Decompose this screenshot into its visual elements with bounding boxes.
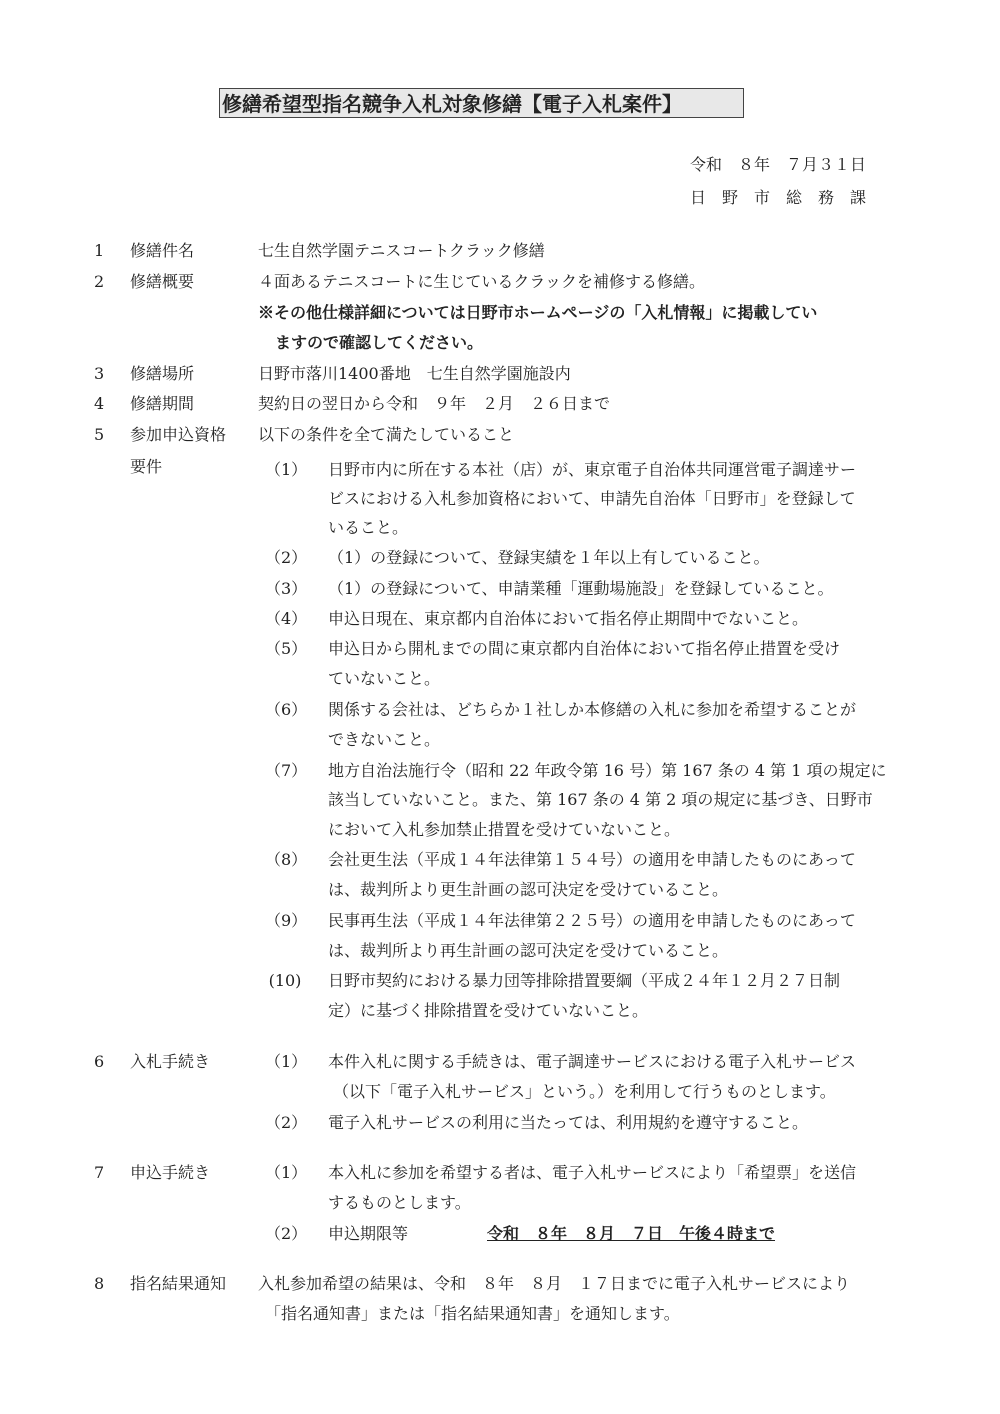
item-number: 7 — [94, 1163, 105, 1182]
requirement-number: （1） — [265, 460, 308, 479]
requirement-text: は、裁判所より更生計画の認可決定を受けていること。 — [328, 880, 729, 899]
requirement-text: できないこと。 — [328, 730, 441, 749]
procedure-text: （以下「電子入札サービス」という。）を利用して行うものとします。 — [333, 1082, 836, 1101]
item-2-note-line-2: ますので確認してください。 — [275, 333, 484, 352]
requirement-text: ていないこと。 — [328, 669, 441, 688]
requirement-number: (10) — [268, 971, 302, 990]
item-number: 2 — [94, 272, 105, 291]
item-number: 8 — [94, 1274, 105, 1293]
procedure-text: 電子入札サービスの利用に当たっては、利用規約を遵守すること。 — [328, 1113, 809, 1132]
issuing-department: 日 野 市 総 務 課 — [690, 188, 867, 207]
requirement-number: （9） — [265, 911, 308, 930]
requirement-text: （1）の登録について、申請業種「運動場施設」を登録していること。 — [328, 579, 834, 598]
application-text: するものとします。 — [328, 1193, 471, 1212]
item-number: 3 — [94, 364, 105, 383]
requirement-number: （3） — [265, 579, 308, 598]
requirement-text: 関係する会社は、どちらか１社しか本修繕の入札に参加を希望することが — [328, 700, 857, 719]
item-content: 以下の条件を全て満たしていること — [258, 425, 515, 444]
procedure-number: （2） — [265, 1113, 308, 1132]
item-number: 4 — [94, 394, 105, 413]
requirement-text: 民事再生法（平成１４年法律第２２５号）の適用を申請したものにあって — [328, 911, 856, 930]
item-label: 修繕場所 — [130, 364, 195, 383]
application-deadline: 令和 ８年 ８月 ７日 午後４時まで — [487, 1224, 776, 1243]
item-label: 入札手続き — [130, 1052, 211, 1071]
item-label: 修繕概要 — [130, 272, 195, 291]
item-content: 日野市落川1400番地 七生自然学園施設内 — [258, 364, 571, 383]
application-number: （2） — [265, 1224, 308, 1243]
item-content-continued: 「指名通知書」または「指名結果通知書」を通知します。 — [265, 1304, 680, 1323]
document-title: 修繕希望型指名競争入札対象修繕【電子入札案件】 — [219, 88, 744, 118]
requirement-number: （6） — [265, 700, 308, 719]
requirement-text: ビスにおける入札参加資格において、申請先自治体「日野市」を登録して — [328, 489, 856, 508]
item-label: 修繕件名 — [130, 241, 195, 260]
item-number: 5 — [94, 425, 105, 444]
requirement-number: （5） — [265, 639, 308, 658]
requirement-number: （8） — [265, 850, 308, 869]
application-text: 申込期限等 — [328, 1224, 409, 1243]
item-label: 申込手続き — [130, 1163, 211, 1182]
requirement-text: 地方自治法施行令（昭和 22 年政令第 16 号）第 167 条の 4 第 1 項の規定に — [328, 761, 887, 780]
requirement-text: 申込日から開札までの間に東京都内自治体において指名停止措置を受け — [328, 639, 841, 658]
requirement-text: 該当していないこと。また、第 167 条の 4 第 2 項の規定に基づき、日野市 — [328, 790, 873, 809]
item-number: 1 — [94, 241, 105, 260]
requirement-text: 会社更生法（平成１４年法律第１５４号）の適用を申請したものにあって — [328, 850, 856, 869]
requirement-text: 日野市契約における暴力団等排除措置要綱（平成２４年１２月２７日制 — [328, 971, 841, 990]
requirement-text: 申込日現在、東京都内自治体において指名停止期間中でないこと。 — [328, 609, 809, 628]
application-number: （1） — [265, 1163, 308, 1182]
application-text: 本入札に参加を希望する者は、電子入札サービスにより「希望票」を送信 — [328, 1163, 857, 1182]
procedure-text: 本件入札に関する手続きは、電子調達サービスにおける電子入札サービス — [328, 1052, 857, 1071]
requirement-text: 日野市内に所在する本社（店）が、東京電子自治体共同運営電子調達サー — [328, 460, 857, 479]
item-label: 指名結果通知 — [130, 1274, 227, 1293]
requirement-text: は、裁判所より再生計画の認可決定を受けていること。 — [328, 941, 729, 960]
requirement-number: （7） — [265, 761, 308, 780]
item-label: 参加申込資格 — [130, 425, 227, 444]
item-label: 修繕期間 — [130, 394, 195, 413]
item-content: ４面あるテニスコートに生じているクラックを補修する修繕。 — [258, 272, 706, 291]
procedure-number: （1） — [265, 1052, 308, 1071]
issue-date: 令和 ８年 ７月３１日 — [690, 155, 867, 174]
item-2-note-line-1: ※その他仕様詳細については日野市ホームページの「入札情報」に掲載してい — [258, 303, 818, 322]
item-content: 契約日の翌日から令和 ９年 ２月 ２６日まで — [258, 394, 611, 413]
item-label-continued: 要件 — [130, 457, 163, 476]
requirement-text: において入札参加禁止措置を受けていないこと。 — [328, 820, 681, 839]
item-number: 6 — [94, 1052, 105, 1071]
requirement-text: 定）に基づく排除措置を受けていないこと。 — [328, 1001, 649, 1020]
requirement-number: （4） — [265, 609, 308, 628]
requirement-number: （2） — [265, 548, 308, 567]
item-content: 七生自然学園テニスコートクラック修繕 — [258, 241, 545, 260]
requirement-text: いること。 — [328, 518, 409, 537]
item-content: 入札参加希望の結果は、令和 ８年 ８月 １７日までに電子入札サービスにより — [258, 1274, 851, 1293]
requirement-text: （1）の登録について、登録実績を１年以上有していること。 — [328, 548, 770, 567]
